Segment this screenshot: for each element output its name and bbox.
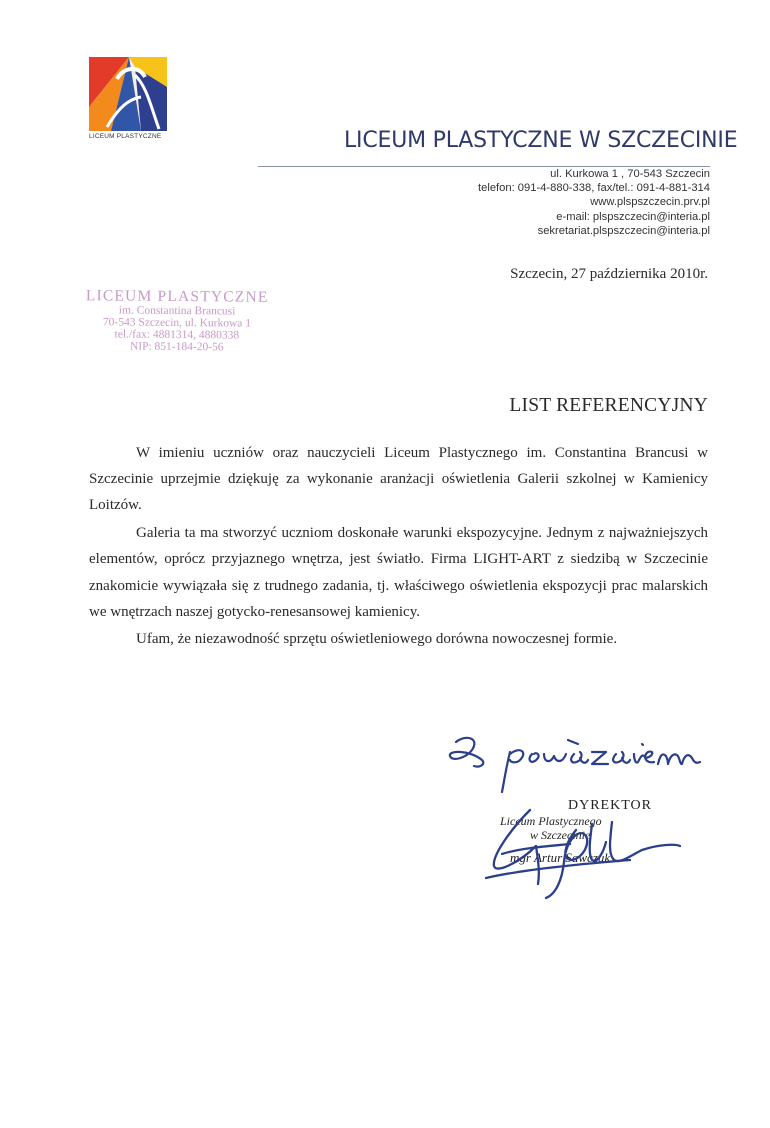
- stamp-city: w Szczecinie: [530, 828, 591, 842]
- document-title: LIST REFERENCYJNY: [509, 395, 708, 416]
- stamp-line-2: im. Constantina Brancusi: [118, 304, 236, 318]
- contact-secretariat-email: sekretariat.plspszczecin@interia.pl: [537, 224, 710, 237]
- school-name: LICEUM PLASTYCZNE W SZCZECINIE: [344, 128, 738, 153]
- stamp-line-5: NIP: 851-184-20-56: [129, 340, 224, 354]
- contact-address: ul. Kurkowa 1 , 70-543 Szczecin: [550, 168, 710, 180]
- stamp-line-3: 70-543 Szczecin, ul. Kurkowa 1: [102, 316, 252, 330]
- stamp-school: Liceum Plastycznego: [500, 814, 602, 828]
- signature-area: [440, 720, 710, 910]
- school-stamp: [82, 288, 273, 354]
- contact-website: www.plspszczecin.prv.pl: [590, 196, 710, 209]
- contact-block: [478, 167, 710, 238]
- stamp-title: DYREKTOR: [568, 798, 652, 813]
- paragraph: W imieniu uczniów oraz nauczycieli Liceum Plastycznego im. Constantina Brancusi w Szczecinie uprzejmie dziękuję za wykonanie aranżacji oświetlenia Galerii szkolnej w Kamienicy Loitzów.: [89, 445, 708, 514]
- letter-date: Szczecin, 27 października 2010r.: [510, 266, 708, 282]
- signature: [480, 800, 690, 900]
- paragraph: Galeria ta ma stworzyć uczniom doskonałe warunki ekspozycyjne. Jednym z najważniejszych elementów, oprócz przyjaznego wnętrza, jest światło. Firma LIGHT-ART z siedzibą w Szczecinie znakomicie wywiązała się z trudnego zadania, tj. właściwego oświetlenia ekspozycji prac malarskich we wnętrzach naszej gotycko-renesansowej kamienicy.: [89, 525, 708, 620]
- contact-email: e-mail: plspszczecin@interia.pl: [556, 210, 710, 223]
- stamp-line-1: LICEUM PLASTYCZNE: [85, 287, 269, 306]
- logo-caption: LICEUM PLASTYCZNE: [89, 133, 162, 140]
- contact-phone: telefon: 091-4-880-338, fax/tel.: 091-4-881-314: [478, 182, 710, 195]
- paragraph: Ufam, że niezawodność sprzętu oświetleniowego dorówna nowoczesnej formie.: [136, 631, 618, 648]
- stamp-line-4: tel./fax: 4881314, 4880338: [114, 328, 240, 342]
- handwritten-closing: [440, 720, 710, 800]
- letter-body: [89, 440, 708, 654]
- stamp-name: mgr Artur Sawczuk: [510, 850, 611, 865]
